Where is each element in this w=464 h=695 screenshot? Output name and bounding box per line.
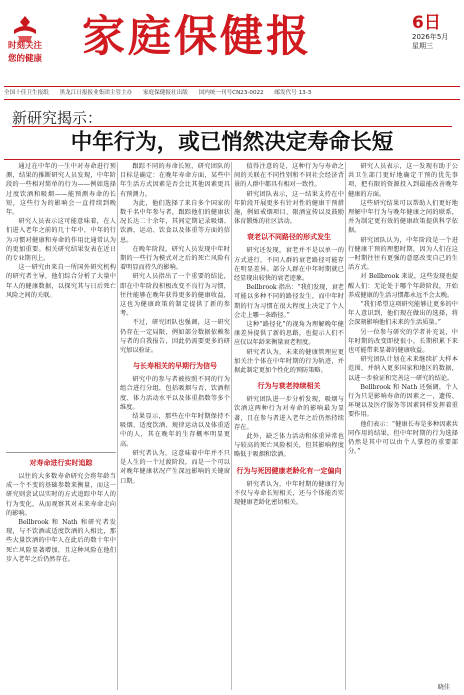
paragraph: 研究团队进一步分析发现，吸烟与饮酒这两种行为对寿命的影响最为显著，且在参与者进入老年之后仍然持续存在。	[234, 396, 344, 431]
paragraph: 这一研究由来自一所国外研究机构的研究者主导，他们综合分析了大量中年人的健康数据，以探究其与日后死亡风险之间的关联。	[6, 264, 116, 299]
column-divider	[345, 162, 346, 690]
subheading: 行为与衰老持续相关	[257, 382, 321, 391]
paragraph: 研究者认为，未来的健康管理应更加关注个体在中年时期的行为轨迹，并据此制定更加个性化的预防策略。	[234, 348, 344, 375]
paragraph: 结果显示，那些在中年时期保持不吸烟、适度饮酒、规律运动以及体重适中的人，其在晚年的生存概率明显更高。	[120, 413, 230, 448]
lead-paragraphs	[6, 162, 116, 452]
column-divider	[231, 162, 232, 690]
paragraph: 研究中的参与者被按照不同的行为组合进行分组，包括吸烟与否、饮酒程度、体力活动水平以及体重指数等多个维度。	[120, 376, 230, 411]
paragraph: 研究还发现，衰老并不是以单一的方式进行，不同人群的衰老路径可能存在明显差异。部分人群在中年时期就已经显现出较快的衰老迹象。	[234, 247, 344, 283]
column-tag: 新研究揭示：	[12, 109, 103, 127]
paragraph: 研究人员表示，这一发现有助于公共卫生部门更好地确定干预的优先事项，把有限的资源投入到最能改善晚年健康的方面。	[348, 163, 458, 198]
paragraph: Bellbrook 指出：“我们发现，衰老可能以多种不同的路径发生，而中年时期的行为习惯在很大程度上决定了个人会走上哪一条路径。”	[234, 284, 344, 319]
column-divider	[117, 162, 118, 690]
paragraph: 值得注意的是，这种行为与寿命之间的关联在不同性别和不同社会经济背景的人群中都具有相对一致性。	[234, 163, 344, 189]
issue-year-month: 2026年5月	[412, 33, 449, 41]
slogan-line: 您的健康	[8, 54, 43, 64]
column-1-lower	[6, 452, 116, 690]
paragraph: 这些研究结果可以帮助人们更好地理解中年行为与晚年健康之间的联系，并为制定更有效的健康政策提供科学依据。	[348, 199, 458, 235]
paragraph: Bellbrook 和 Nath 还强调，个人行为只是影响寿命的因素之一，遗传、环境以及医疗服务等因素同样发挥着重要作用。	[348, 383, 458, 419]
paragraph: 另一位参与研究的学者补充说，中年时期的改变即使很小，长期积累下来也可能带来显著的健康收益。	[348, 328, 458, 355]
paragraph: 不过，研究团队也强调，这一研究仍存在一定局限，例如部分数据依赖参与者的自我报告，因此仍需要更多的研究加以验证。	[120, 319, 230, 355]
paragraph: 在晚年阶段，研究人员发现中年时期的一些行为模式对之后的死亡风险有着明显而持久的影响。	[120, 245, 230, 272]
issue-weekday: 星期三	[412, 42, 433, 50]
paragraph: 研究团队表示，这一结果支持在中年阶段开展更多有针对性的健康干预措施，例如戒烟项目、限酒宣传以及鼓励体育锻炼的社区活动。	[234, 190, 344, 226]
divider	[12, 126, 452, 127]
paragraph: 研究人员指出了一个重要的结论，即在中年阶段积极改变不良行为习惯，往往能够在晚年获得更多的健康收益，这也为健康政策的制定提供了新的参考。	[120, 273, 230, 318]
paragraph: 以往的大多数寿命研究会将年龄当成一个不变的基础参数来衡量，而这一研究则尝试以实时的方式追踪中年人的行为变化，从而观察其对未来寿命走向的影响。	[6, 473, 116, 517]
column-3	[234, 162, 344, 690]
subheading: 对寿命进行实时追踪	[29, 459, 93, 467]
info-item: 国内统一刊号CN23-0022	[198, 90, 264, 96]
headline: 中年行为，或已悄然决定寿命长短	[70, 130, 394, 155]
publication-info-bar	[4, 86, 460, 100]
paragraph: 这种“路径化”的视角为理解晚年健康差异提供了新的思路，也提示人们不应仅以年龄来衡量衰老程度。	[234, 321, 344, 347]
divider	[4, 159, 460, 160]
paragraph: 研究团队计划在未来继续扩大样本范围，并纳入更多国家和地区的数据，以进一步验证和完善这一研究的结论。	[348, 356, 458, 382]
paragraph: 通过在中年的一生中对寿命进行预测，结果的推断研究人员发现，中年阶段的一些相对简单的行为——例如选择过度饮酒和吸烟——能预测寿命的长短，这些行为的影响会一直持续到晚年。	[6, 163, 116, 217]
masthead	[0, 0, 464, 82]
paragraph: 研究者认为，这意味着中年并不只是人生的一个过渡阶段，而是一个可以对晚年健康状况产生深远影响的关键窗口期。	[120, 449, 230, 485]
issue-date	[412, 14, 460, 51]
slogan-line: 时刻关注	[8, 41, 43, 51]
paragraph: 跟踪不同的寿命长短，研究团队的目标是确定：在晚年寿命方面，某些中年生活方式因素是否会比其他因素更具有预测力。	[120, 163, 230, 198]
issue-day: 6日	[412, 13, 441, 33]
paragraph: 研究人员表示这可能意味着，在人们进入老年之前的几十年中，中年的行为习惯对健康和寿命的作用比通常认为的更加重要。相关研究结果发表在近日的专业期刊上。	[6, 218, 116, 263]
info-item: 黑龙江日报报业集团主管主办	[59, 90, 133, 96]
subheading: 衰老以不同路径的形式发生	[247, 233, 331, 242]
paragraph: 对 Bellbrook 来说，这些发现也提醒人们：无论处于哪个年龄阶段，开始养成健康的生活习惯都永远不会太晚。	[348, 273, 458, 299]
paragraph: “我们希望这项研究能够让更多的中年人意识到，他们现在做出的选择，将会深刻影响他们未来的生活质量。”	[348, 301, 458, 327]
paragraph: 研究者认为，中年时期的健康行为不仅与寿命长短相关，还与个体能否实现健康老龄化密切相关。	[234, 480, 344, 507]
author-signoff: 晓佳	[437, 684, 450, 691]
subheading: 行为与死因健康老龄化有一定偏向	[236, 466, 342, 475]
info-item: 邮发代号 13-3	[274, 90, 312, 96]
column-2	[120, 162, 230, 690]
info-item: 家庭保健报社出版	[143, 90, 188, 96]
paragraph: Bellbrook 和 Nath 和研究者发现，与不饮酒或适度饮酒的人相比，那些大量饮酒的中年人在此后的数十年中死亡风险显著增加，且这种风险在他们步入老年之后仍然存在。	[6, 519, 116, 563]
paragraph: 为此，他们选择了来自多个国家的数千名中年参与者，跟踪他们的健康状况长达二十余年，其间定期记录吸烟、饮酒、运动、饮食以及体重等方面的信息。	[120, 199, 230, 244]
paragraph: 此外，缺乏体力活动和体重异常也与较高的死亡风险相关，但其影响程度略低于吸烟和饮酒。	[234, 433, 344, 459]
subheading: 与长寿相关的早期行为信号	[133, 362, 217, 371]
paragraph: 他们表示：“健康长寿是多种因素共同作用的结果，但中年时期的行为选择仍然是其中可以由个人掌控的重要部分。”	[348, 420, 458, 456]
paragraph: 研究团队认为，中年阶段是一个进行健康干预的理想时期，因为人们在这一时期往往有更强的意愿改变自己的生活方式。	[348, 236, 458, 272]
info-item: 全国十佳卫生报纸	[4, 90, 49, 96]
newspaper-name: 家庭保健报	[82, 12, 312, 62]
slogan	[8, 40, 42, 66]
column-4	[348, 162, 458, 690]
